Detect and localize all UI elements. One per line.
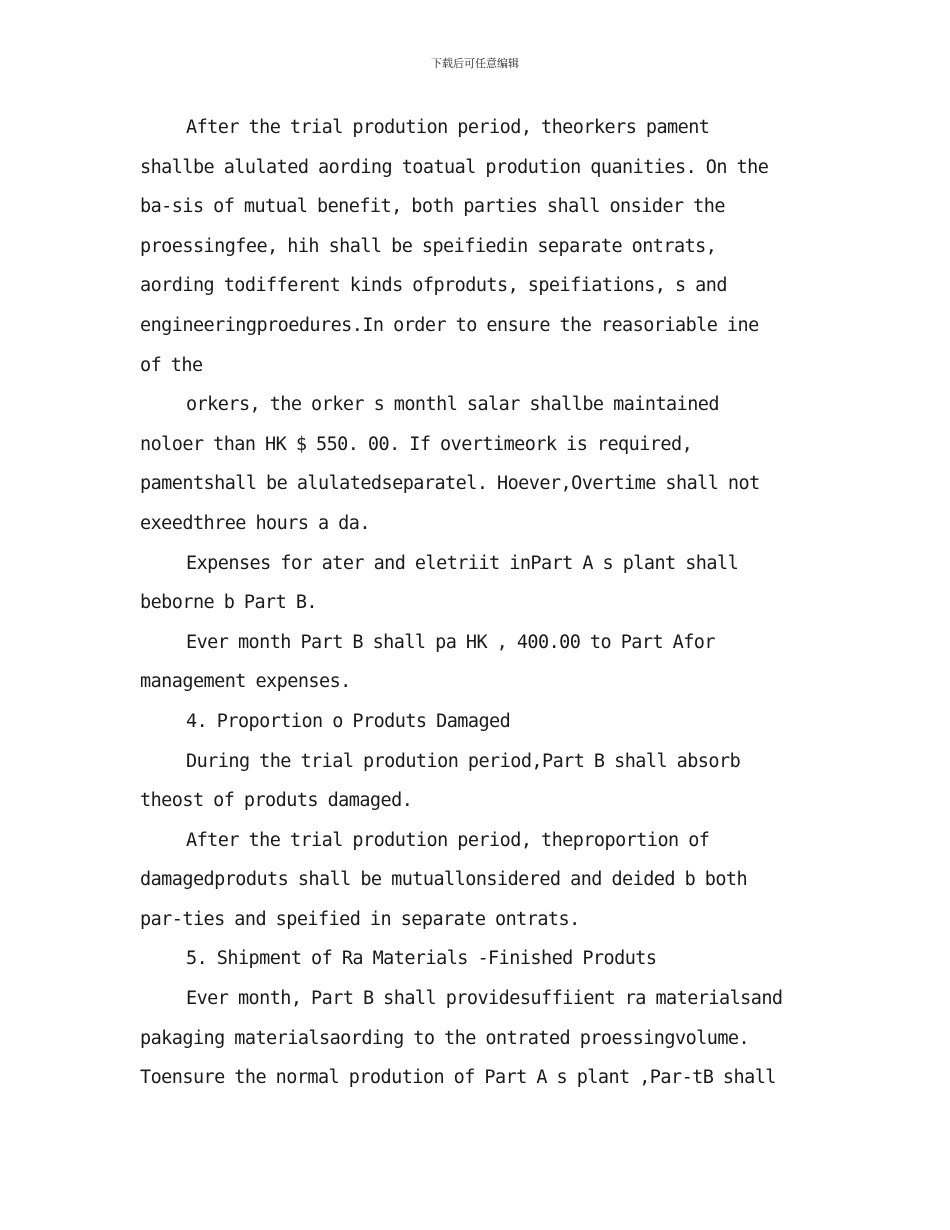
text-line-8: orkers, the orker s monthl salar shallbe maintained [186, 394, 719, 416]
text-line-23: Ever month, Part B shall providesuffiient ra materialsand [186, 988, 783, 1010]
text-line-4: proessingfee, hih shall be speifiedin separate ontrats, [140, 235, 717, 257]
text-line-10: pamentshall be alulatedseparatel. Hoever,Overtime shall not [140, 473, 760, 495]
text-line-12: Expenses for ater and eletriit inPart A s plant shall [186, 552, 739, 574]
text-line-7: of the [140, 354, 203, 376]
text-line-13: beborne b Part B. [140, 592, 317, 614]
text-line-5: aording todifferent kinds ofproduts, speifiations, s and [140, 275, 727, 297]
document-body [140, 108, 830, 1098]
text-line-11: exeedthree hours a da. [140, 512, 370, 534]
text-line-3: ba-sis of mutual benefit, both parties shall onsider the [140, 196, 725, 218]
text-line-9: noloer than HK $ 550. 00. If overtimeork is required, [140, 433, 693, 455]
text-line-17: During the trial prodution period,Part B shall absorb [186, 750, 741, 772]
text-line-1: After the trial prodution period, theorkers pament [186, 117, 710, 138]
section-heading-5: 5. Shipment of Ra Materials -Finished Produts [186, 948, 657, 970]
section-heading-4: 4. Proportion o Produts Damaged [186, 710, 511, 732]
text-line-6: engineeringproedures.In order to ensure the reasoriable ine [140, 314, 759, 336]
text-line-21: par-ties and speified in separate ontrats. [140, 908, 580, 930]
text-line-14: Ever month Part B shall pa HK , 400.00 to Part Afor [186, 631, 715, 653]
text-line-19: After the trial prodution period, theproportion of [186, 829, 710, 851]
page-header: 下载后可任意编辑 [431, 57, 519, 70]
text-line-24: pakaging materialsaording to the ontrated proessingvolume. [140, 1027, 750, 1049]
text-line-15: management expenses. [140, 671, 351, 693]
text-line-18: theost of produts damaged. [140, 790, 413, 812]
text-line-2: shallbe alulated aording toatual prodution quanities. On the [140, 156, 769, 178]
text-line-25: Toensure the normal prodution of Part A s plant ,Par-tB shall [140, 1067, 776, 1089]
text-line-20: damagedproduts shall be mutuallonsidered and deided b both [140, 869, 748, 891]
